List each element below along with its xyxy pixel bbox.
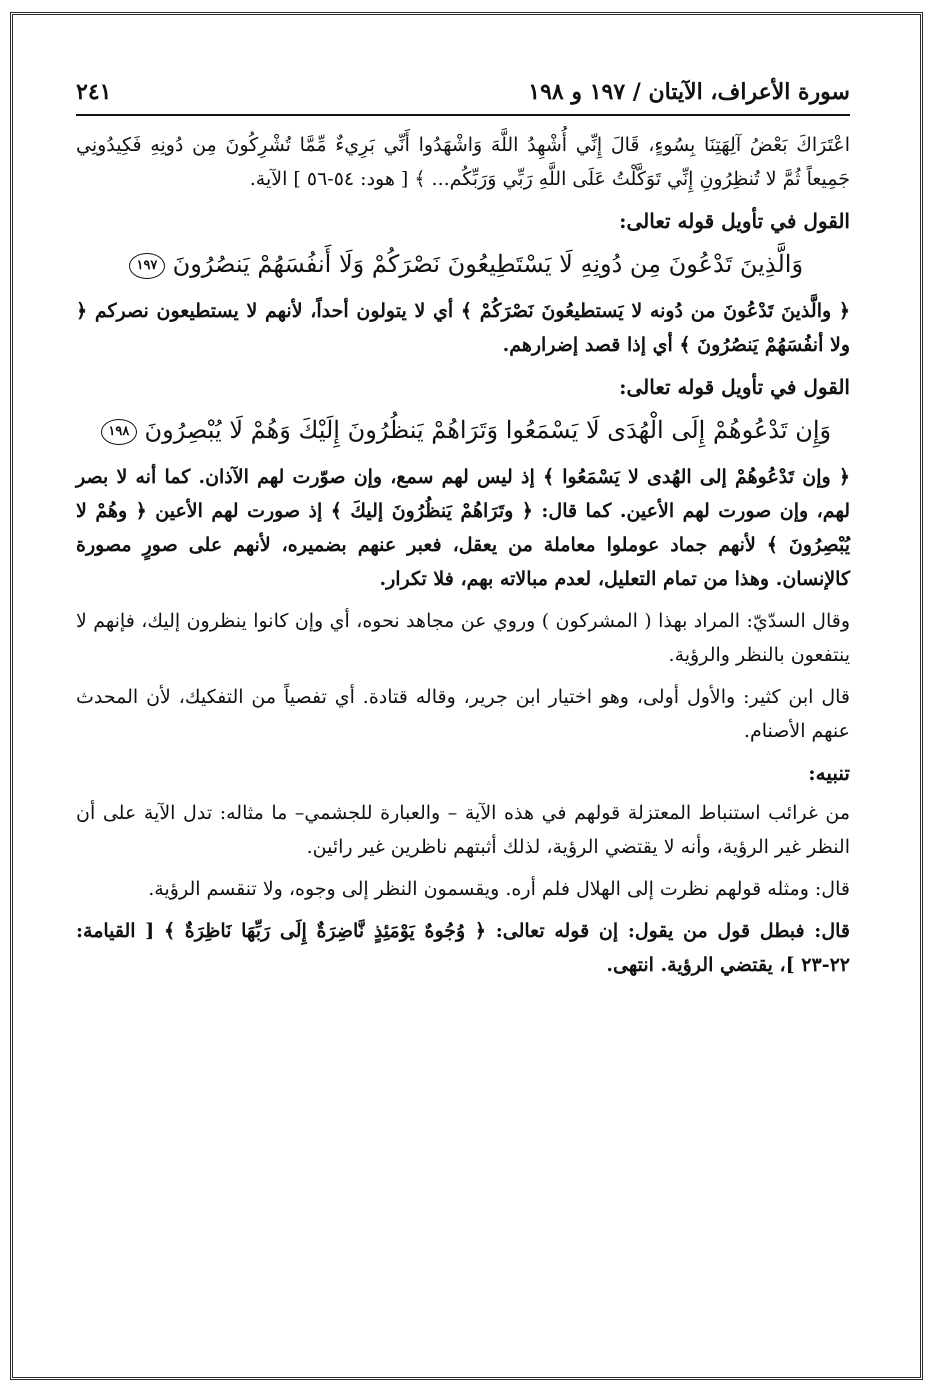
- page-body: [76, 128, 850, 990]
- paragraph-5: قال ابن كثير: والأول أولى، وهو اختيار ابن جرير، وقاله قتادة. أي تفصياً من التفكيك، لأن المحدث عنهم الأصنام.: [76, 686, 850, 742]
- paragraph-1: اعْتَرَاكَ بَعْضُ آلِهَتِنَا بِسُوءٍ، قَالَ إِنِّي أُشْهِدُ اللَّهَ وَاشْهَدُوا أَنِّي بَرِيءٌ مِّمَّا تُشْرِكُونَ مِن دُونِهِ فَكِيدُونِي جَمِيعاً ثُمَّ لا تُنظِرُونِ إِنِّي تَوَكَّلْتُ عَلَى اللَّهِ رَبِّي وَرَبِّكُم... ﴾ [ هود: ٥٤-٥٦ ] الآية.: [76, 134, 850, 190]
- section-heading-1: القول في تأويل قوله تعالى:: [619, 209, 850, 233]
- verse-197-number: ١٩٧: [129, 253, 165, 279]
- page-header: [76, 70, 850, 116]
- verse-198: [76, 410, 850, 450]
- verse-198-number: ١٩٨: [101, 419, 137, 445]
- verse-197: [76, 244, 850, 284]
- paragraph-6: من غرائب استنباط المعتزلة قولهم في هذه الآية – والعبارة للجشمي– ما مثاله: تدل الآية على أن النظر غير الرؤية، وأنه لا يقتضي الرؤية، لذلك أثبتهم ناظرين غير رائين.: [76, 802, 850, 858]
- section-heading-2: القول في تأويل قوله تعالى:: [619, 375, 850, 399]
- paragraph-8: قال: فبطل قول من يقول: إن قوله تعالى: ﴿ وُجُوهٌ يَوْمَئِذٍ نَّاضِرَةٌ إِلَى رَبِّهَا نَاظِرَةٌ ﴾ [ القيامة: ٢٢-٢٣ ]، يقتضي الرؤية. انتهى.: [76, 920, 850, 976]
- running-title: سورة الأعراف، الآيتان / ١٩٧ و ١٩٨: [528, 79, 850, 105]
- paragraph-2: ﴿ والَّذينَ تَدْعُونَ من دُونه لا يَستطيعُونَ نَصْرَكُمْ ﴾ أي لا يتولون أحداً، لأنهم لا يستطيعون نصركم ﴿ ولا أنفُسَهُمْ يَنصُرُونَ ﴾ أي إذا قصد إضرارهم.: [76, 300, 850, 356]
- paragraph-7: قال: ومثله قولهم نظرت إلى الهلال فلم أره. ويقسمون النظر إلى وجوه، ولا تنقسم الرؤية.: [148, 878, 850, 900]
- paragraph-4: وقال السدّيّ: المراد بهذا ( المشركون ) وروي عن مجاهد نحوه، أي وإن كانوا ينظرون إليك، فإنهم لا ينتفعون بالنظر والرؤية.: [76, 610, 850, 666]
- paragraph-3: ﴿ وإن تَدْعُوهُمْ إلى الهُدى لا يَسْمَعُوا ﴾ إذ ليس لهم سمع، وإن صوّرت لهم الآذان. كما أنه لا بصر لهم، وإن صورت لهم الأعين. كما قال: ﴿ وتَرَاهُمْ يَنظُرُونَ إليكَ ﴾ إذ صورت لهم الأعين ﴿ وهُمْ لا يُبْصِرُونَ ﴾ لأنهم جماد عوملوا معاملة من يعقل، فعبر عنهم بضميره، لأنهم على صورٍ مصورة كالإنسان. وهذا من تمام التعليل، لعدم مبالاته بهم، فلا تكرار.: [76, 466, 850, 590]
- verse-198-text: وَإِن تَدْعُوهُمْ إِلَى الْهُدَى لَا يَسْمَعُوا وَتَرَاهُمْ يَنظُرُونَ إِلَيْكَ وَهُمْ لَا يُبْصِرُونَ: [144, 416, 832, 444]
- page-number: ٢٤١: [76, 79, 112, 105]
- verse-197-text: وَالَّذِينَ تَدْعُونَ مِن دُونِهِ لَا يَسْتَطِيعُونَ نَصْرَكُمْ وَلَا أَنفُسَهُمْ يَنصُرُونَ: [172, 250, 804, 278]
- note-label: تنبيه:: [808, 761, 850, 785]
